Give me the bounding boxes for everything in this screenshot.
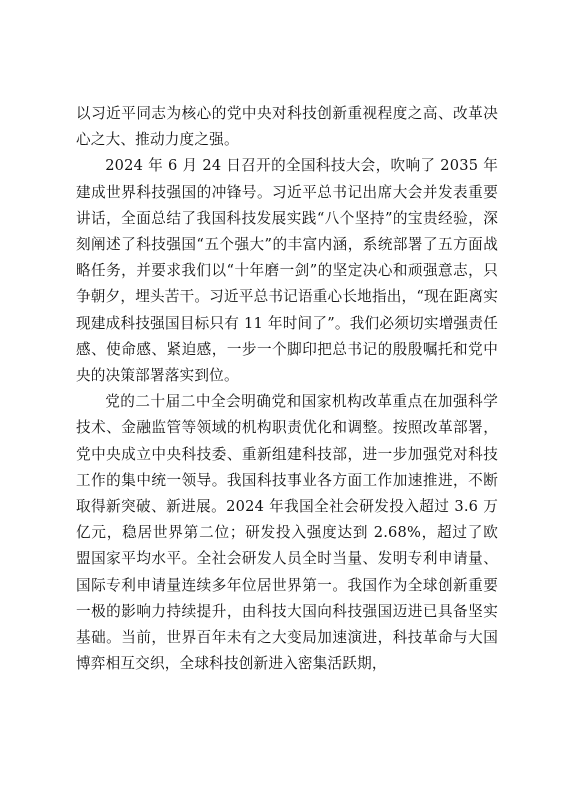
paragraph-institutional-reform: 党的二十届二中全会明确党和国家机构改革重点在加强科学技术、金融监管等领域的机构职责优化和调整。按照改革部署，党中央成立中央科技委、重新组建科技部，进一步加强党对科技工作的集中统一领导。我国科技事业各方面工作加速推进，不断取得新突破、新进展。2024 年我国全社会研发投入超过 3.6 万亿元，稳居世界第二位；研发投入强度达到 2.68%，超过了欧盟国家平均水平。全社会研发人员全时当量、发明专利申请量、国际专利申请量连续多年位居世界第一。我国作为全球创新重要一极的影响力持续提升，由科技大国向科技强国迈进已具备坚实基础。当前，世界百年未有之大变局加速演进，科技革命与大国博弈相互交织，全球科技创新进入密集活跃期， xyxy=(76,393,498,673)
paragraph-continuation: 以习近平同志为核心的党中央对科技创新重视程度之高、改革决心之大、推动力度之强。 xyxy=(76,105,498,149)
body-text xyxy=(76,101,498,677)
paragraph-science-conference: 2024 年 6 月 24 日召开的全国科技大会，吹响了 2035 年建成世界科技强国的冲锋号。习近平总书记出席大会并发表重要讲话，全面总结了我国科技发展实践“八个坚持”的宝贵经验，深刻阐述了科技强国“五个强大”的丰富内涵，系统部署了五方面战略任务，并要求我们以“十年磨一剑”的坚定决心和顽强意志，只争朝夕，埋头苦干。习近平总书记语重心长地指出，“现在距离实现建成科技强国目标只有 11 年时间了”。我们必须切实增强责任感、使命感、紧迫感，一步一个脚印把总书记的殷殷嘱托和党中央的决策部署落实到位。 xyxy=(76,157,498,385)
